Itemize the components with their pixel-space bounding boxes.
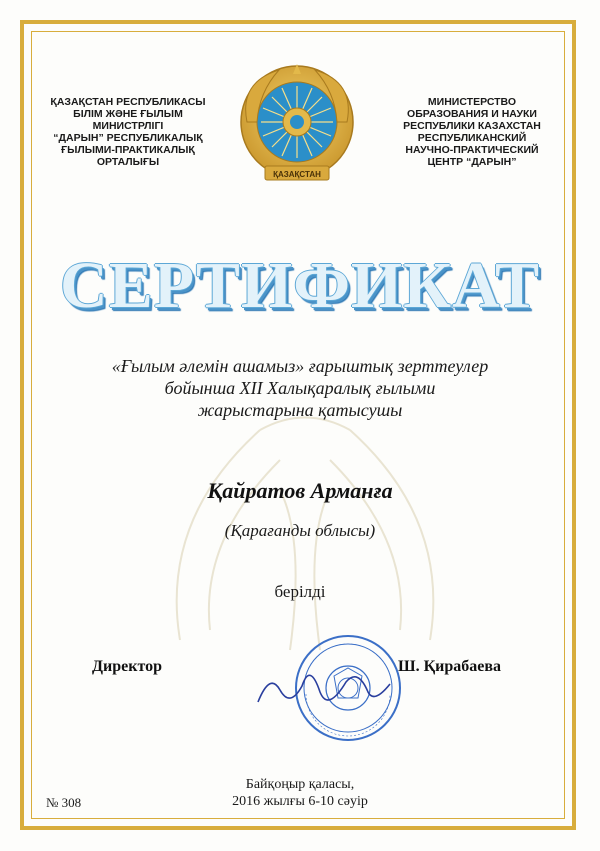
org-ru-line: МИНИСТЕРСТВО: [427, 96, 517, 108]
org-ru-line: РЕСПУБЛИКИ КАЗАХСТАН: [403, 120, 541, 132]
org-kz-line: ОРТАЛЫҒЫ: [96, 156, 160, 168]
org-ru-line: РЕСПУБЛИКАНСКИЙ: [417, 132, 527, 144]
certificate-number: № 308: [46, 795, 82, 810]
place-text: Байқоңыр қаласы,: [245, 777, 355, 792]
round-seal-icon: [250, 632, 410, 744]
recipient-name: Қайратов Арманға: [207, 478, 393, 503]
org-name-kazakh: [28, 96, 228, 168]
awarded-text: берілді: [274, 582, 326, 601]
emblem-label: ҚАЗАҚСТАН: [273, 170, 321, 179]
org-name-russian: [372, 96, 572, 168]
description-line: «Ғылым әлемін ашамыз» ғарыштық зерттеулер: [111, 356, 489, 376]
director-label: Директор: [92, 658, 162, 675]
description-line: бойынша XII Халықаралық ғылыми: [164, 378, 436, 398]
recipient-region: (Қарағанды облысы): [224, 521, 376, 540]
competition-description: [60, 355, 540, 421]
org-kz-line: БІЛІМ ЖӘНЕ ҒЫЛЫМ: [73, 108, 183, 120]
org-ru-line: НАУЧНО-ПРАКТИЧЕСКИЙ: [405, 144, 539, 156]
org-ru-line: ОБРАЗОВАНИЯ И НАУКИ: [407, 108, 537, 120]
org-ru-line: ЦЕНТР “ДАРЫН”: [427, 156, 517, 168]
org-kz-line: МИНИСТРЛІГІ: [92, 120, 164, 132]
date-text: 2016 жылғы 6-10 сәуір: [232, 794, 368, 809]
place-and-date: [0, 776, 600, 810]
org-kz-line: ҚАЗАҚСТАН РЕСПУБЛИКАСЫ: [50, 96, 206, 108]
certificate-title: СЕРТИФИКАТ: [60, 249, 540, 322]
org-kz-line: “ДАРЫН” РЕСПУБЛИКАЛЫҚ: [53, 132, 203, 144]
description-line: жарыстарына қатысушы: [197, 400, 403, 420]
signer-name: Ш. Қирабаева: [398, 658, 502, 675]
kazakhstan-state-emblem-icon: [229, 62, 365, 192]
org-kz-line: ҒЫЛЫМИ-ПРАКТИКАЛЫҚ: [61, 144, 195, 156]
